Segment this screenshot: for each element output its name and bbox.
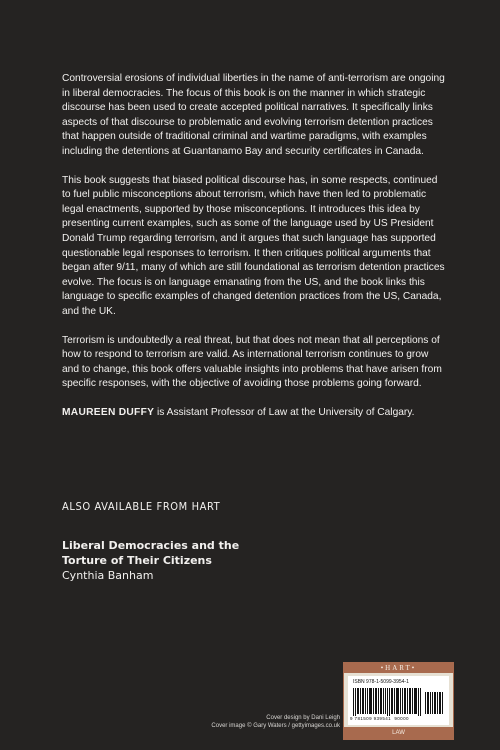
author-bio-text: is Assistant Professor of Law at the University of Calgary. [154,406,415,418]
also-available-heading: ALSO AVAILABLE FROM HART [62,500,221,513]
author-bio [62,406,446,421]
barcode-digits: 9 781509 939541 90000 [350,716,409,721]
related-book-title-line-1: Liberal Democracies and the [62,539,240,552]
blurb-paragraph-3: Terrorism is undoubtedly a real threat, but that does not mean that all perceptions of how to respond to terrorism are valid. As international terrorism continues to grow and to change, this book offers valuable insights into problems that have arisen from specific responses, with the objective of avoiding those problems going forward. [62,334,442,390]
cover-design-credit: Cover design by Dani Leigh [266,715,340,721]
barcode-panel [348,676,449,725]
isbn-label: ISBN 978-1-5099-3954-1 [353,679,409,685]
blurb-paragraph-1: Controversial erosions of individual liberties in the name of anti-terrorism are ongoing in liberal democracies. The focus of this book is on the manner in which strategic discourse has been used to create accepted political narratives. It specifically links aspects of that discourse to problematic and evolving terrorism detention practices that happen outside of traditional criminal and wartime paradigms, with examples including the detentions at Guantanamo Bay and security certificates in Canada. [62,73,445,157]
subject-category: LAW [344,727,453,739]
related-book-author: Cynthia Banham [62,569,154,582]
publisher-logo: •HART• [344,663,453,673]
author-name: MAUREEN DUFFY [62,406,155,418]
cover-image-credit: Cover image © Gary Waters / gettyimages.co.uk [211,722,340,729]
related-book-title-line-2: Torture of Their Citizens [62,554,212,567]
barcode-icon [353,688,445,716]
blurb-paragraph-2: This book suggests that biased political discourse has, in some respects, continued to fuel public misconceptions about terrorism, which have then led to problematic legal enactments, supported by those misconceptions. It introduces this idea by presenting current examples, such as some of the language used by US President Donald Trump regarding terrorism, and it argues that such language has supported questionable legal responses to terrorism. It then critiques political arguments that began after 9/11, many of which are still foundational as terrorism detention practices evolve. The focus is on language emanating from the US, and the book links this language to specific examples of changed detention practices from the US, Canada, and the UK. [62,174,445,317]
related-book [62,538,362,583]
cover-credits [160,715,340,730]
barcode-box [343,662,454,740]
back-cover-blurb [62,72,446,434]
